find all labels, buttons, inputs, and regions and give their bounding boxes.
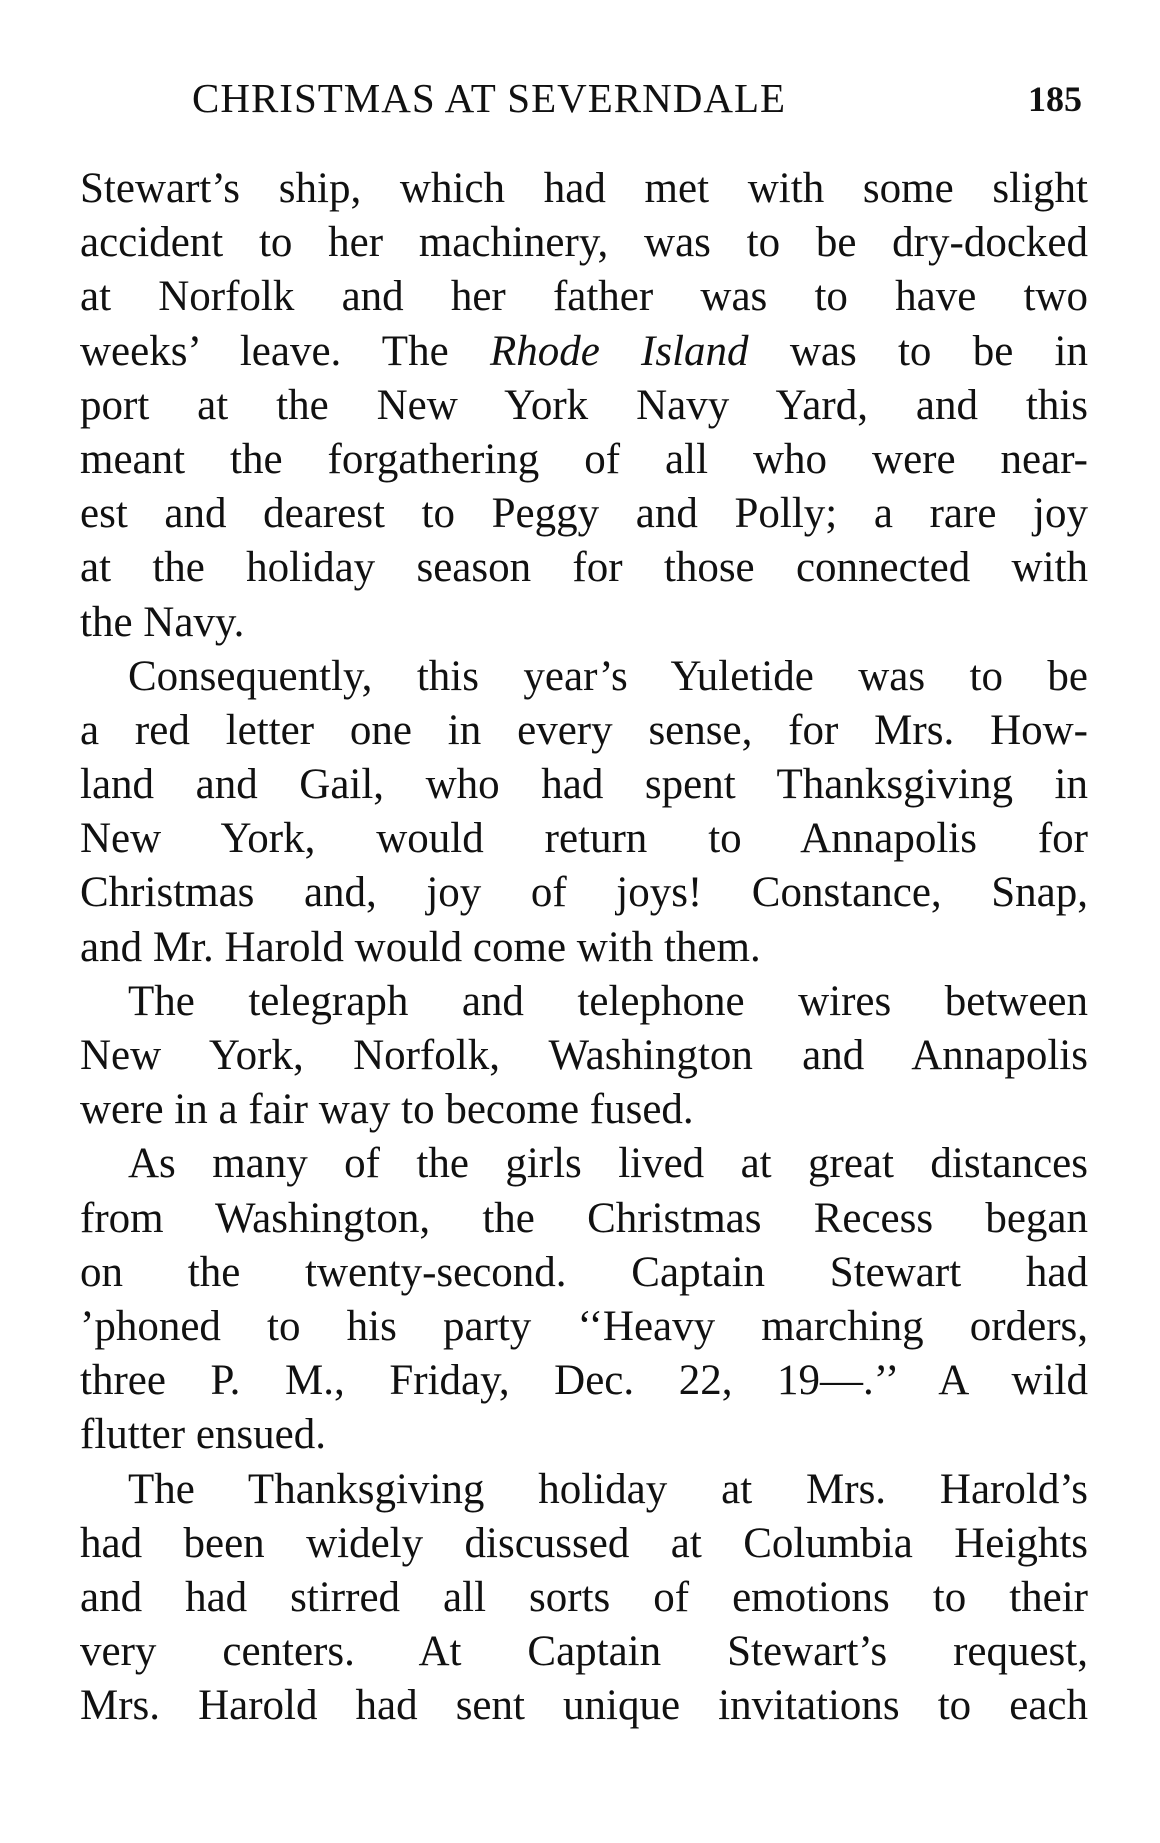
text-line: at the holiday season for those connected with: [80, 544, 1088, 592]
body-text: [80, 162, 1088, 1733]
paragraph: [80, 650, 1088, 975]
text-line: at Norfolk and her father was to have two: [80, 273, 1088, 321]
running-title: CHRISTMAS AT SEVERNDALE: [192, 75, 787, 121]
text-line: est and dearest to Peggy and Polly; a rare joy: [80, 490, 1088, 538]
page-number: 185: [1028, 79, 1082, 119]
text-line: [80, 325, 1088, 379]
text-line: had been widely discussed at Columbia Heights: [80, 1519, 1088, 1567]
text-line: land and Gail, who had spent Thanksgiving in: [80, 761, 1088, 809]
text-line: on the twenty-second. Captain Stewart had: [80, 1248, 1088, 1296]
text-line: New York, Norfolk, Washington and Annapolis: [80, 1032, 1088, 1079]
text-line: The telegraph and telephone wires between: [128, 977, 1088, 1025]
text-line: the Navy.: [80, 598, 245, 646]
text-line: port at the New York Navy Yard, and this: [80, 381, 1088, 429]
paragraph: [80, 1137, 1088, 1462]
text-line: ’phoned to his party ‘‘Heavy marching orders,: [80, 1302, 1088, 1350]
text-line: accident to her machinery, was to be dry-docked: [80, 219, 1088, 267]
text-segment: was to be in: [748, 327, 1088, 375]
text-line: from Washington, the Christmas Recess began: [80, 1194, 1088, 1242]
text-line: The Thanksgiving holiday at Mrs. Harold’s: [128, 1465, 1088, 1513]
italic-text: Rhode Island: [489, 327, 749, 375]
text-line: a red letter one in every sense, for Mrs. How-: [80, 706, 1088, 754]
text-line: Mrs. Harold had sent unique invitations to each: [80, 1682, 1088, 1730]
text-line: and Mr. Harold would come with them.: [80, 923, 761, 971]
text-line: flutter ensued.: [80, 1411, 326, 1459]
text-line: Christmas and, joy of joys! Constance, Snap,: [80, 869, 1088, 917]
text-line: very centers. At Captain Stewart’s request,: [80, 1628, 1088, 1676]
running-head: [82, 74, 1090, 134]
text-line: Consequently, this year’s Yuletide was to be: [128, 652, 1088, 700]
paragraph: [80, 162, 1088, 650]
text-line: meant the forgathering of all who were near-: [80, 435, 1088, 483]
text-line: and had stirred all sorts of emotions to their: [80, 1573, 1088, 1621]
text-line: were in a fair way to become fused.: [80, 1086, 694, 1134]
text-line: As many of the girls lived at great distances: [128, 1140, 1088, 1188]
text-line: New York, would return to Annapolis for: [80, 815, 1088, 863]
paragraph: [80, 1463, 1088, 1734]
paragraph: [80, 975, 1088, 1138]
text-line: three P. M., Friday, Dec. 22, 19—.’’ A wild: [80, 1357, 1088, 1405]
text-segment: weeks’ leave. The: [80, 327, 490, 375]
text-line: Stewart’s ship, which had met with some slight: [80, 165, 1088, 212]
